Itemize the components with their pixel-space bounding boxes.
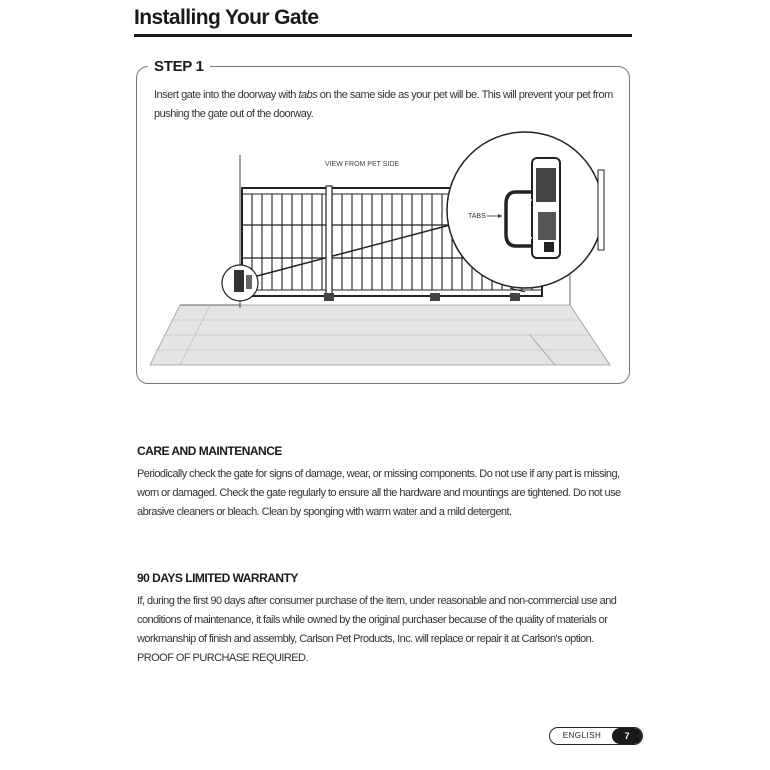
page-number: 7 bbox=[612, 728, 642, 744]
tabs-zoom-detail bbox=[447, 132, 603, 288]
title-rule bbox=[134, 34, 632, 37]
care-heading: CARE AND MAINTENANCE bbox=[137, 444, 282, 458]
step-1-label: STEP 1 bbox=[148, 58, 210, 75]
step-1-text-start: Insert gate into the doorway with bbox=[154, 89, 299, 101]
page-footer bbox=[549, 727, 643, 745]
step-1-text-end: on the same side as your pet will be. This will prevent your pet from pushing the gate out of the doorway. bbox=[154, 89, 613, 120]
view-from-pet-side-label: VIEW FROM PET SIDE bbox=[324, 161, 400, 168]
warranty-heading: 90 DAYS LIMITED WARRANTY bbox=[137, 571, 298, 585]
step-1-text-tabs: tabs bbox=[298, 89, 318, 101]
care-text: Periodically check the gate for signs of damage, wear, or missing components. Do not use if any part is missing, worn or damaged. Check the gate regularly to ensure all the hardware and mountings are tightened. Do not use abrasive cleaners or bleach. Clean by sponging with warm water and a mild detergent. bbox=[137, 468, 621, 518]
step-1-instructions bbox=[154, 86, 614, 124]
page-title: Installing Your Gate bbox=[134, 6, 319, 29]
gate-installation-illustration bbox=[150, 130, 620, 370]
footer-language: ENGLISH bbox=[562, 731, 602, 740]
tabs-label: TABS bbox=[468, 213, 486, 220]
warranty-text: If, during the first 90 days after consumer purchase of the item, under reasonable and non-commercial use and conditions of maintenance, it fails while owned by the original purchaser because of the quality of materials or workmanship of finish and assembly, Carlson Pet Products, Inc. will replace or repair it at Carlson's option. PROOF OF PURCHASE REQUIRED. bbox=[137, 595, 617, 664]
